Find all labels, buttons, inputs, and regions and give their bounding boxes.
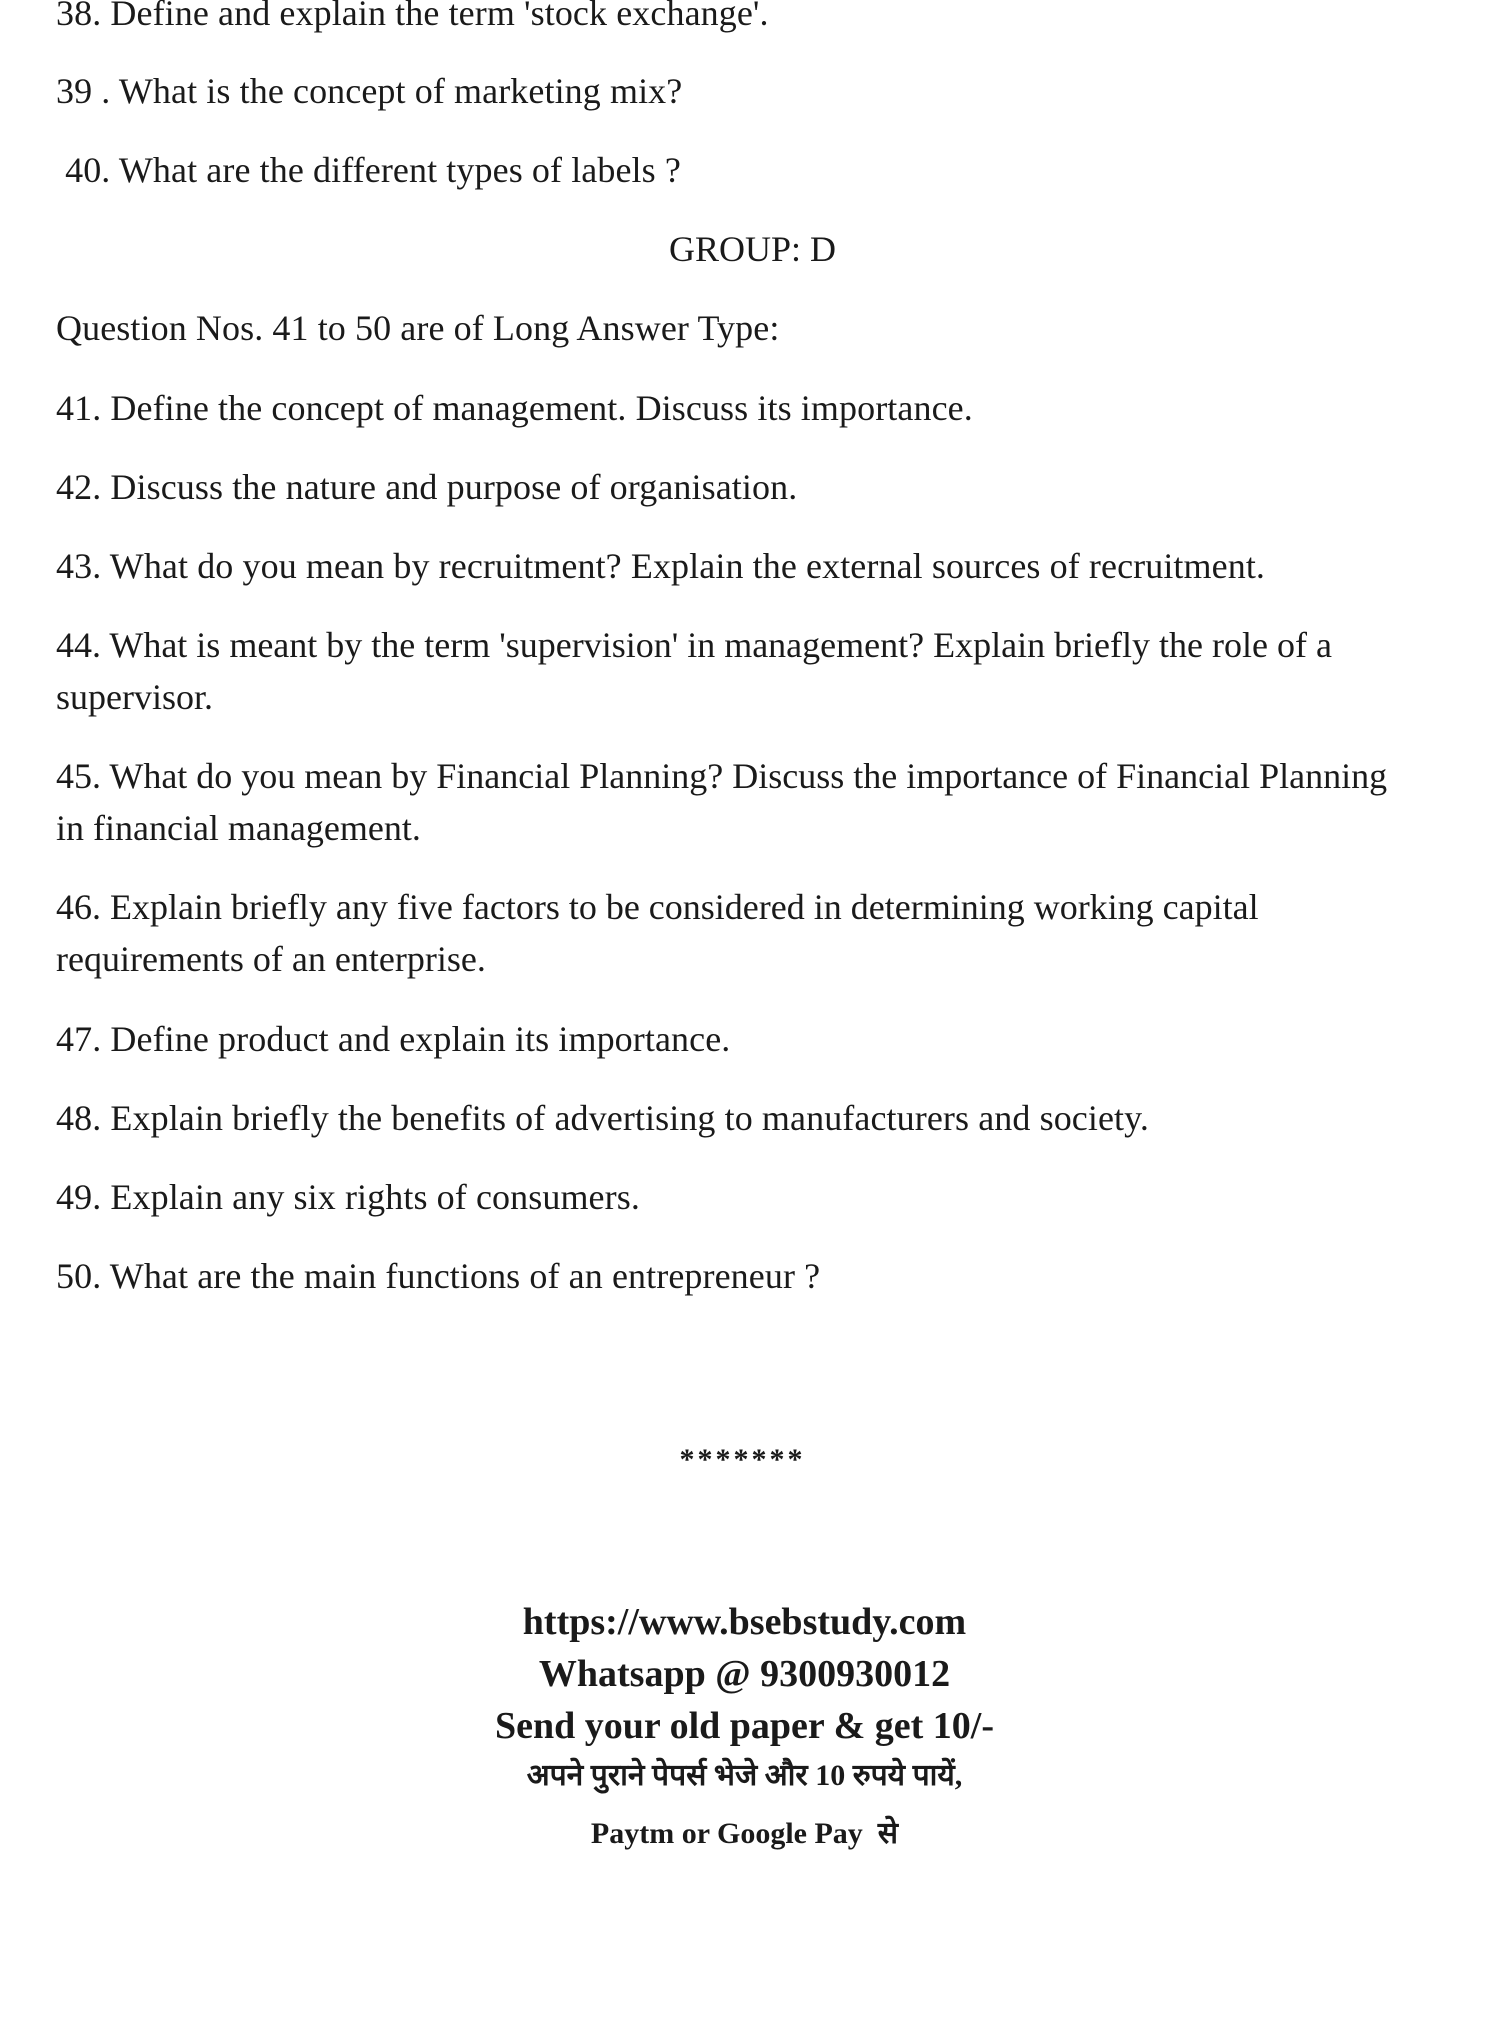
footer-offer: Send your old paper & get 10/-	[495, 1705, 994, 1747]
footer-hindi-line: अपने पुराने पेपर्स भेजे और 10 रुपये पायें,	[526, 1759, 963, 1792]
question-41: 41. Define the concept of management. Discuss its importance.	[56, 388, 973, 428]
group-title: GROUP: D	[668, 229, 837, 269]
question-43: 43. What do you mean by recruitment? Explain the external sources of recruitment.	[56, 546, 1266, 586]
question-38: 38. Define and explain the term 'stock exchange'.	[56, 0, 769, 33]
question-40: 40. What are the different types of labels ?	[56, 150, 681, 190]
footer-payment: Paytm or Google Pay से	[590, 1817, 899, 1850]
question-44: 44. What is meant by the term 'supervision' in management? Explain briefly the role of a supervisor.	[56, 625, 1332, 717]
separator-stars: *******	[679, 1443, 806, 1476]
footer-whatsapp: Whatsapp @ 9300930012	[538, 1653, 951, 1695]
question-46: 46. Explain briefly any five factors to be considered in determining working capital requirements of an enterprise.	[56, 887, 1259, 979]
question-39: 39 . What is the concept of marketing mix?	[56, 71, 683, 111]
question-48: 48. Explain briefly the benefits of advertising to manufacturers and society.	[56, 1098, 1150, 1138]
question-42: 42. Discuss the nature and purpose of organisation.	[56, 467, 798, 507]
question-47: 47. Define product and explain its importance.	[56, 1019, 731, 1059]
group-instruction: Question Nos. 41 to 50 are of Long Answer Type:	[56, 308, 780, 348]
question-49: 49. Explain any six rights of consumers.	[56, 1177, 640, 1217]
question-50: 50. What are the main functions of an entrepreneur ?	[56, 1256, 821, 1296]
footer-website: https://www.bsebstudy.com	[522, 1601, 967, 1643]
question-45: 45. What do you mean by Financial Planning? Discuss the importance of Financial Planning in financial management.	[56, 756, 1388, 848]
